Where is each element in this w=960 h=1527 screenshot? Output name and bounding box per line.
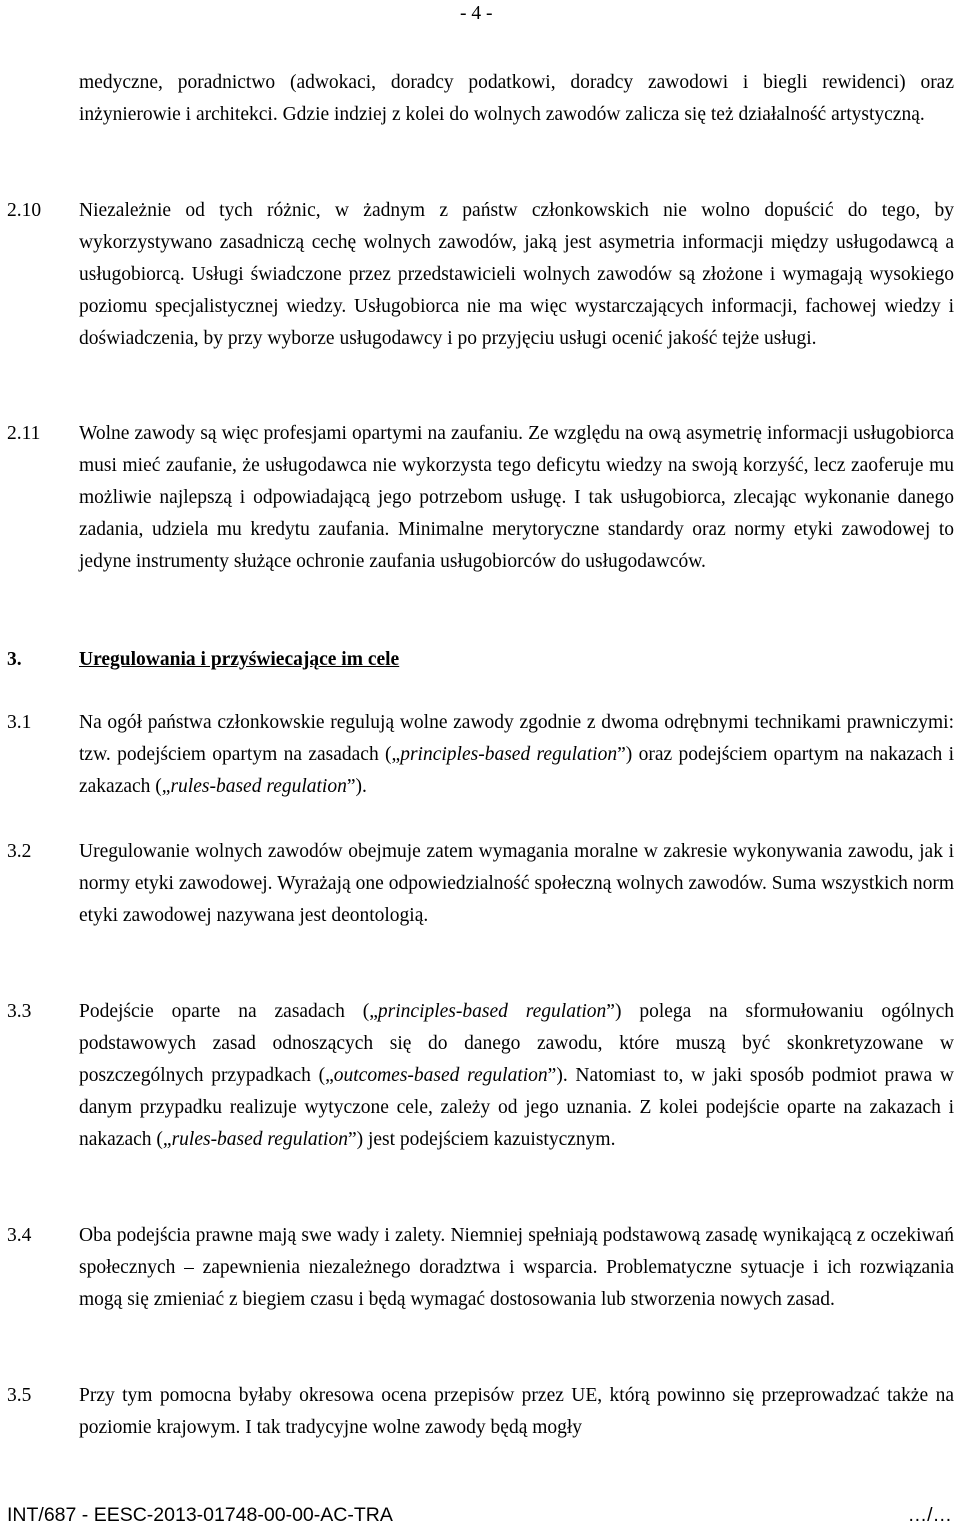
paragraph-text: Wolne zawody są więc profesjami opartymi na zaufaniu. Ze względu na ową asymetrię informacji usługobiorca musi mieć zaufanie, że usługodawca nie wykorzysta tego deficytu wiedzy na swoją korzyść, lecz zaoferuje mu możliwie najlepszą i odpowiadającą jego potrzebom usługę. I tak usługobiorca, zlecając wykonanie danego zadania, udziela mu kredytu zaufania. Minimalne merytoryczne standardy oraz normy etyki zawodowej to jedyne instrumenty służące ochronie zaufania usługobiorców do usługodawców. [79, 423, 954, 572]
paragraph-text: Oba podejścia prawne mają swe wady i zalety. Niemniej spełniają podstawową zasadę wynikającą z oczekiwań społecznych – zapewnienia niezależnego doradztwa i wsparcia. Problematyczne sytuacje i ich rozwiązania mogą się zmieniać z biegiem czasu i będą wymagać dostosowania lub stworzenia nowych zasad. [79, 1225, 954, 1310]
paragraph-number: 3.1 [7, 712, 32, 733]
text-run: ”) jest podejściem kazuistycznym. [347, 1129, 616, 1150]
text-run: Na ogół państwa członkowskie regulują wolne zawody zgodnie z dwoma odrębnymi technikami prawniczymi: tzw. podejściem opartym na zasadach („ [79, 712, 954, 765]
paragraph-text: Uregulowanie wolnych zawodów obejmuje zatem wymagania moralne w zakresie wykonywania zawodu, jak i normy etyki zawodowej. Wyrażają one odpowiedzialność społeczną wolnych zawodów. Suma wszystkich norm etyki zawodowej nazywana jest deontologią. [79, 841, 954, 926]
paragraph-text [79, 996, 954, 1156]
text-run: ”). Natomiast to, w jaki sposób podmiot prawa w danym przypadku realizuje wytyczone cele, zależy od jego uznania. Z kolei podejście oparte na zakazach i nakazach („ [79, 1065, 954, 1150]
paragraph-number: 3.4 [7, 1225, 32, 1246]
section-title-text: Uregulowania i przyświecające im cele [79, 649, 400, 670]
paragraph-number: 2.11 [7, 423, 41, 444]
document-reference: INT/687 - EESC-2013-01748-00-00-AC-TRA [7, 1504, 393, 1526]
paragraph-number: 3.3 [7, 1001, 32, 1022]
text-run: ”) polega na sformułowaniu ogólnych podstawowych zasad odnoszących się do danego zawodu, które muszą być skonkretyzowane w poszczególnych przypadkach („ [79, 1001, 954, 1086]
text-run: ”). [346, 776, 367, 797]
italic-term: rules-based regulation [170, 776, 347, 797]
paragraph-text: Niezależnie od tych różnic, w żadnym z państw członkowskich nie wolno dopuścić do tego, by wykorzystywano zasadniczą cechę wolnych zawodów, jaką jest asymetria informacji między usługodawcą a usługobiorcą. Usługi świadczone przez przedstawicieli wolnych zawodów są złożone i wymagają wysokiego poziomu specjalistycznej wiedzy. Usługobiorca nie ma więc wystarczających informacji, fachowej wiedzy i doświadczenia, by przy wyborze usługodawcy i po przyjęciu usługi ocenić jakość tejże usługi. [79, 200, 954, 349]
italic-term: rules-based regulation [171, 1129, 348, 1150]
paragraph-number: 3.5 [7, 1385, 32, 1406]
section-number: 3. [7, 649, 22, 670]
paragraph-number: 3.2 [7, 841, 32, 862]
section-title [79, 644, 954, 676]
paragraph-number: 2.10 [7, 200, 42, 221]
page-number: - 4 - [460, 3, 493, 24]
italic-term: outcomes-based regulation [333, 1065, 548, 1086]
continuation-mark: …/… [907, 1504, 952, 1526]
italic-term: principles-based regulation [400, 744, 618, 765]
italic-term: principles-based regulation [377, 1001, 607, 1022]
paragraph-text: medyczne, poradnictwo (adwokaci, doradcy podatkowi, doradcy zawodowi i biegli rewidenci) oraz inżynierowie i architekci. Gdzie indziej z kolei do wolnych zawodów zalicza się też działalność artystyczną. [79, 72, 954, 125]
text-run: Podejście oparte na zasadach („ [79, 1001, 378, 1022]
paragraph-text: Przy tym pomocna byłaby okresowa ocena przepisów przez UE, którą powinno się przeprowadzać także na poziomie krajowym. I tak tradycyjne wolne zawody będą mogły [79, 1385, 954, 1438]
text-run: ”) oraz podejściem opartym na nakazach i zakazach („ [79, 744, 954, 797]
paragraph-text [79, 707, 954, 803]
